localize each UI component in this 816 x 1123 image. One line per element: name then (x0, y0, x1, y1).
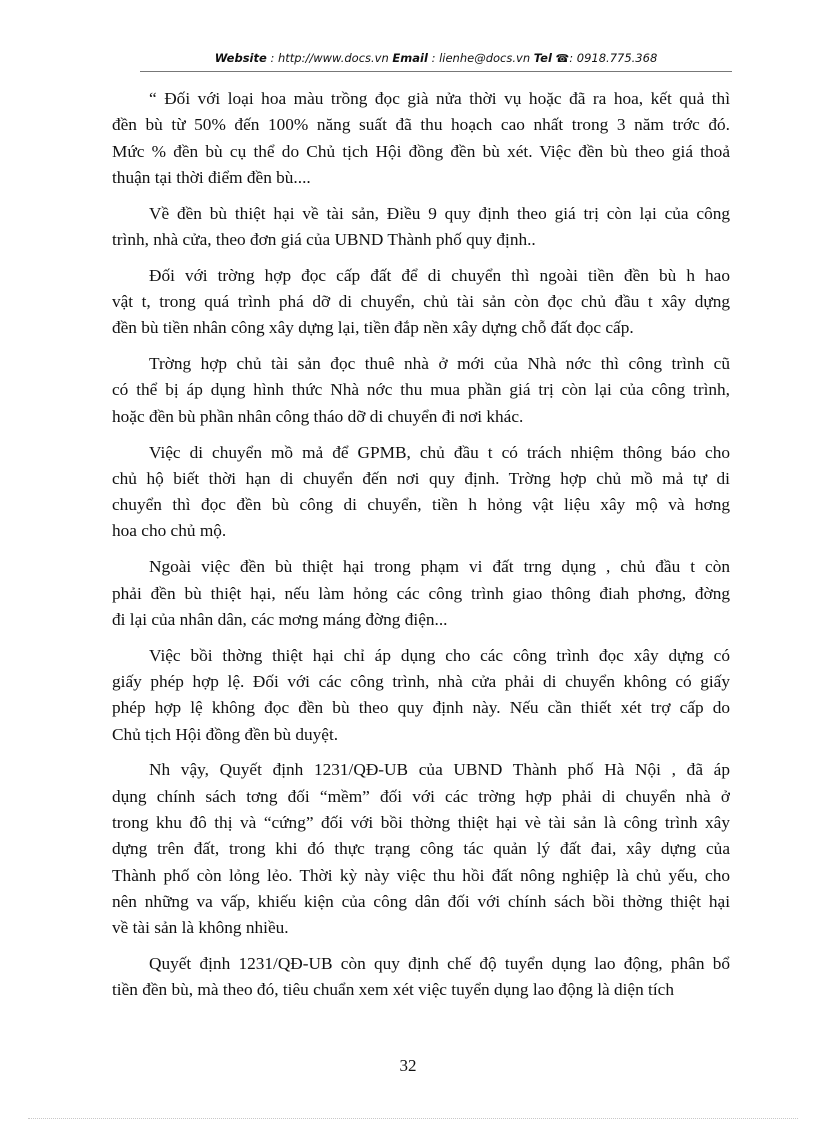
paragraph-line: Đối với trờng hợp đọc cấp đất để di chuyển thì ngoài tiền đền bù h hao (149, 265, 730, 285)
page-header (140, 51, 732, 65)
paragraph-line: trình, nhà cửa, theo đơn giá của UBND Thành phố quy định.. (112, 229, 536, 249)
paragraph (112, 951, 730, 1004)
paragraph-line: nên những va vấp, khiếu kiện của công dân đối với chính sách bồi thờng thiệt hại (112, 891, 730, 911)
paragraph (112, 643, 730, 748)
paragraph (112, 263, 730, 342)
paragraph-line: tiền đền bù, mà theo đó, tiêu chuẩn xem xét việc tuyển dụng lao động là diện tích (112, 980, 674, 1000)
paragraph-line: dựng trên đất, trong khi đó thực trạng công tác quản lý đất đai, xây dựng của (112, 839, 730, 859)
paragraph-line: vật t, trong quá trình phá dỡ di chuyển, chủ tài sản còn đọc chủ đầu t xây dựng (112, 292, 730, 312)
paragraph-line: chủ hộ biết thời hạn di chuyển đến nơi quy định. Trờng hợp chủ mồ mả tự di (112, 468, 730, 488)
paragraph (112, 757, 730, 941)
paragraph-line: thuận tại thời điểm đền bù.... (112, 167, 311, 187)
paragraph-line: Nh vậy, Quyết định 1231/QĐ-UB của UBND Thành phố Hà Nội , đã áp (149, 760, 730, 780)
paragraph-line: Ngoài việc đền bù thiệt hại trong phạm vi đất trng dụng , chủ đầu t còn (149, 557, 730, 577)
paragraph-line: giấy phép hợp lệ. Đối với các công trình, nhà cửa phải di chuyển không có giấy (112, 671, 730, 691)
paragraph-line: “ Đối với loại hoa màu trồng đọc già nửa thời vụ hoặc đã ra hoa, kết quả thì (149, 89, 730, 108)
paragraph-line: đền bù từ 50% đến 100% năng suất đã thu hoạch cao nhất trong 3 năm trớc đó. (112, 115, 730, 135)
paragraph-line: Về đền bù thiệt hại về tài sản, Điều 9 quy định theo giá trị còn lại của công (149, 203, 730, 223)
paragraph-line: Mức % đền bù cụ thể do Chủ tịch Hội đồng đền bù xét. Việc đền bù theo giá thoả (112, 141, 730, 161)
paragraph-line: trong khu đô thị và “cứng” đối với bồi thờng thiệt hại vè tài sản là công trình xây (112, 812, 730, 832)
paragraph-line: Thành phố còn lỏng lẻo. Thời kỳ này việc thu hồi đất nông nghiệp là chủ yếu, cho (112, 865, 730, 885)
paragraph-line: Việc bồi thờng thiệt hại chỉ áp dụng cho các công trình đọc xây dựng có (149, 645, 730, 665)
paragraph-line: phép hợp lệ không đọc đền bù theo quy định này. Nếu cần thiết xét trợ cấp do (112, 698, 730, 718)
website-label: Website (214, 51, 267, 65)
email-label: Email (392, 51, 428, 65)
phone-icon: ☎ (555, 52, 570, 65)
tel-label: Tel (533, 51, 552, 65)
paragraph-line: Việc di chuyển mồ mả để GPMB, chủ đầu t có trách nhiệm thông báo cho (149, 442, 730, 462)
paragraph-line: chuyển thì đọc đền bù công di chuyển, tiền h hỏng vật liệu xây mộ và hơng (112, 495, 730, 515)
paragraph (112, 440, 730, 545)
paragraph-line: Trờng hợp chủ tài sản đọc thuê nhà ở mới của Nhà nớc thì công trình cũ (149, 354, 730, 374)
paragraph-line: Quyết định 1231/QĐ-UB còn quy định chế độ tuyển dụng lao động, phân bổ (149, 953, 730, 973)
paragraph (112, 351, 730, 430)
paragraph-line: có thể bị áp dụng hình thức Nhà nớc thu mua phần giá trị còn lại của công trình, (112, 380, 730, 400)
paragraph (112, 201, 730, 254)
paragraph-line: hoa cho chủ mộ. (112, 521, 227, 541)
paragraph-line: đi lại của nhân dân, các mơng máng đờng điện... (112, 609, 448, 629)
paragraph-line: đền bù tiền nhân công xây dựng lại, tiền đắp nền xây dựng chỗ đất đọc cấp. (112, 318, 634, 338)
paragraph-line: về tài sản là không nhiều. (112, 918, 289, 938)
header-divider (140, 71, 732, 72)
paragraph-line: phải đền bù thiệt hại, nếu làm hỏng các công trình giao thông điah phơng, đờng (112, 583, 730, 603)
paragraph (112, 554, 730, 633)
paragraph-line: dụng chính sách tơng đối “mềm” đối với các trờng hợp phải di chuyển nhà ở (112, 786, 730, 806)
website-value: : http://www.docs.vn (270, 51, 389, 65)
page-bottom-border (28, 1118, 798, 1119)
paragraph-line: hoặc đền bù phần nhân công tháo dỡ di chuyển đi nơi khác. (112, 406, 524, 426)
document-body (112, 86, 730, 1013)
paragraph-line: Chủ tịch Hội đồng đền bù duyệt. (112, 724, 339, 744)
tel-value: : 0918.775.368 (569, 51, 658, 65)
paragraph (112, 86, 730, 191)
email-value: : lienhe@docs.vn (431, 51, 531, 65)
page-number: 32 (399, 1056, 417, 1075)
